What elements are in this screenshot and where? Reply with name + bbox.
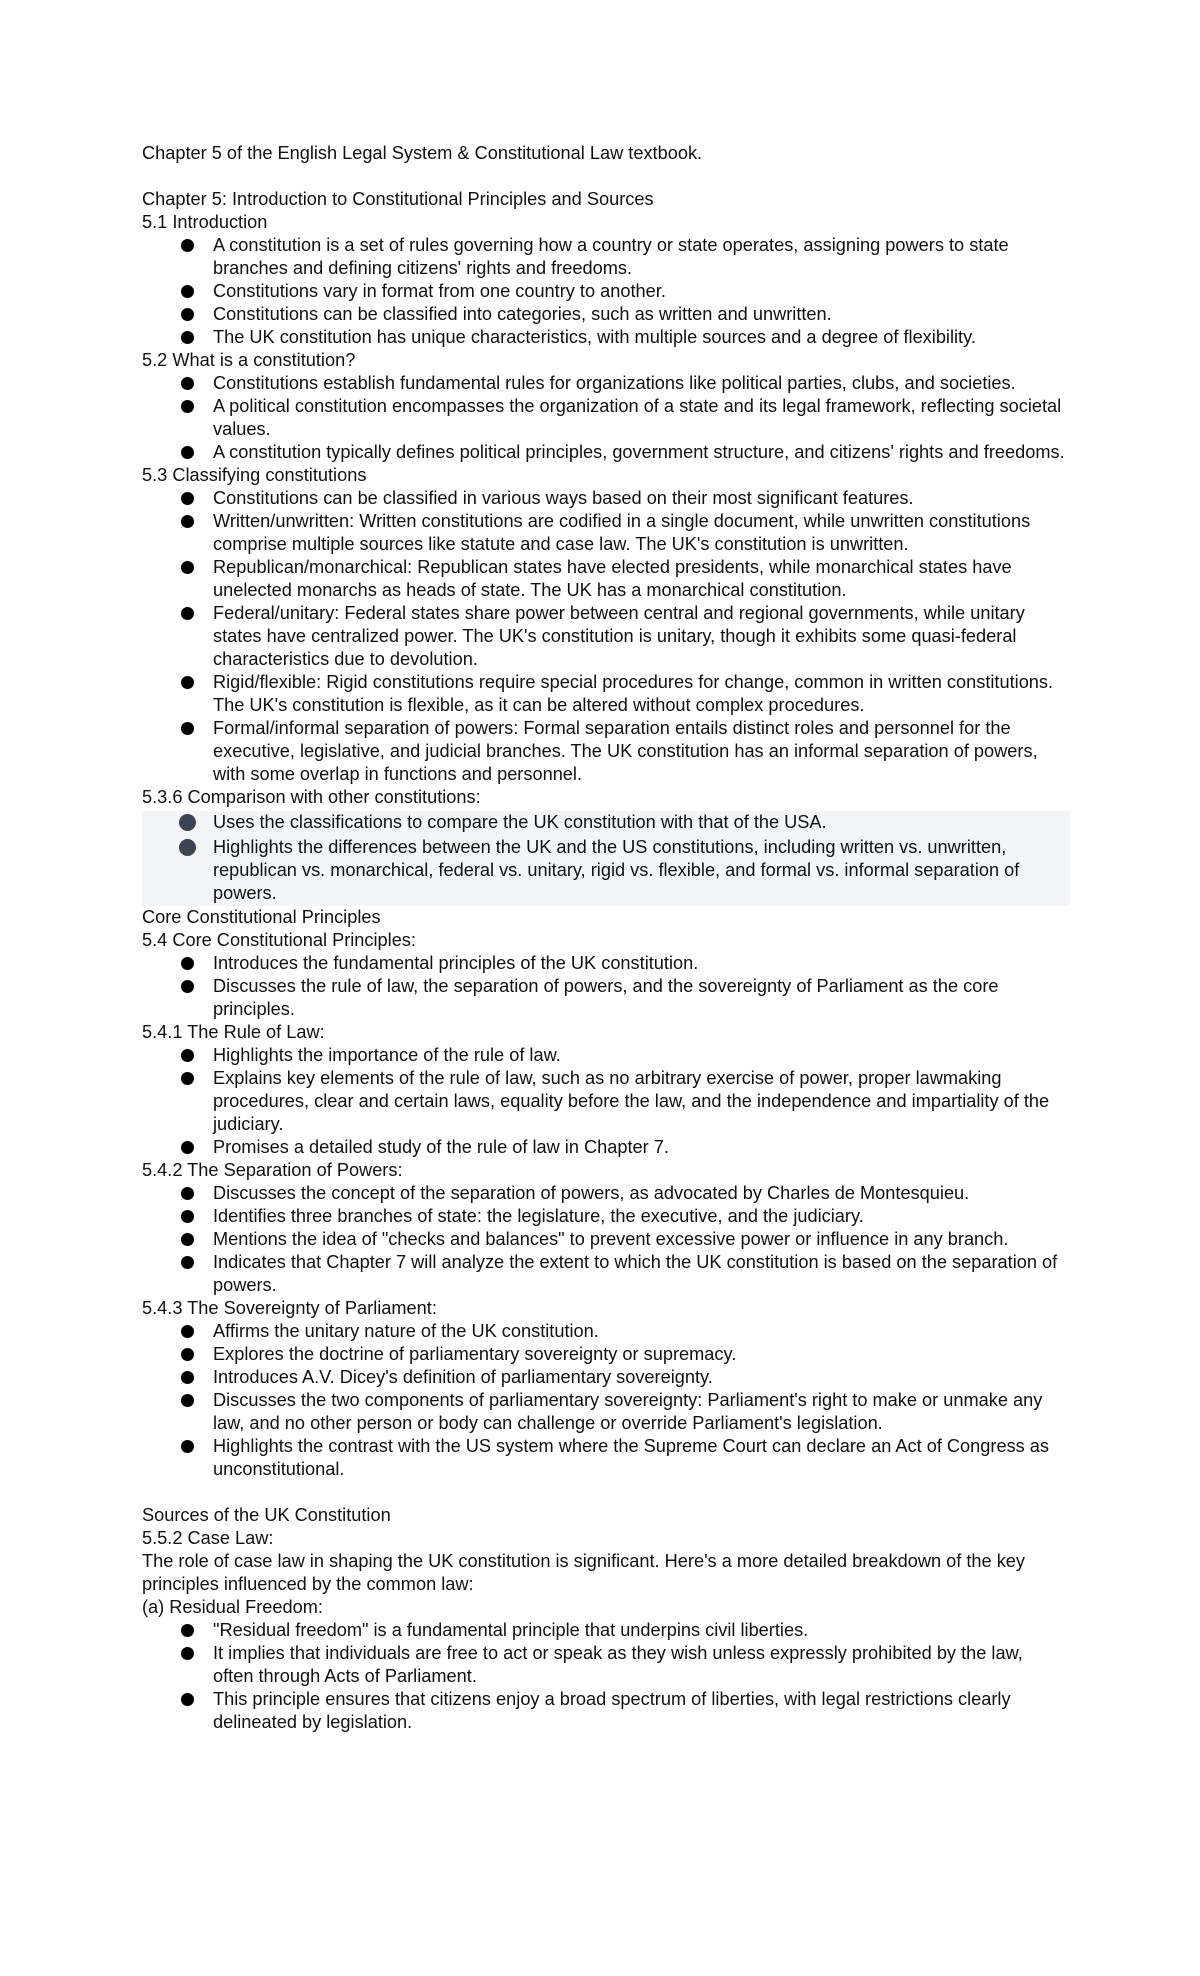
bullet-item (142, 556, 1066, 602)
bullet-item (142, 1136, 1066, 1159)
bullet-icon (181, 1693, 194, 1706)
section-heading-line: Core Constitutional Principles (142, 907, 381, 927)
section-heading-line: 5.5.2 Case Law: (142, 1528, 274, 1548)
bullet-text: Introduces the fundamental principles of the UK constitution. (213, 953, 699, 973)
bullet-item (142, 1619, 1066, 1642)
bullet-text: A constitution typically defines political principles, government structure, and citizens' rights and freedoms. (213, 442, 1065, 462)
bullet-text: Identifies three branches of state: the legislature, the executive, and the judiciary. (213, 1206, 864, 1226)
bullet-text: This principle ensures that citizens enjoy a broad spectrum of liberties, with legal restrictions clearly delineated by legislation. (213, 1689, 1011, 1732)
bullet-item (142, 975, 1066, 1021)
document-section (142, 906, 1066, 1021)
bullet-text: Constitutions establish fundamental rules for organizations like political parties, clubs, and societies. (213, 373, 1016, 393)
bullet-text: Introduces A.V. Dicey's definition of parliamentary sovereignty. (213, 1367, 713, 1387)
bullet-icon (181, 308, 194, 321)
bullet-item (142, 280, 1066, 303)
bullet-list (142, 1320, 1066, 1481)
bullet-icon (181, 1348, 194, 1361)
bullet-text: Written/unwritten: Written constitutions are codified in a single document, while unwritten constitutions comprise multiple sources like statute and case law. The UK's constitution is unwritten. (213, 511, 1031, 554)
bullet-icon (181, 957, 194, 970)
bullet-item (142, 836, 1070, 905)
document-section (142, 1159, 1066, 1297)
section-heading-line: Sources of the UK Constitution (142, 1505, 391, 1525)
bullet-text: Rigid/flexible: Rigid constitutions require special procedures for change, common in written constitutions. The UK's constitution is flexible, as it can be altered without complex procedures. (213, 672, 1054, 715)
document-section (142, 786, 1066, 906)
document-intro: Chapter 5 of the English Legal System & Constitutional Law textbook. (142, 143, 703, 163)
document-section (142, 1297, 1066, 1481)
bullet-icon (181, 722, 194, 735)
bullet-icon (181, 1187, 194, 1200)
bullet-text: Discusses the concept of the separation of powers, as advocated by Charles de Montesquieu. (213, 1183, 970, 1203)
bullet-text: "Residual freedom" is a fundamental principle that underpins civil liberties. (213, 1620, 809, 1640)
bullet-item (142, 234, 1066, 280)
section-heading-line: 5.4.3 The Sovereignty of Parliament: (142, 1298, 437, 1318)
bullet-list (142, 372, 1066, 464)
document-page (142, 142, 1066, 1734)
bullet-icon (179, 839, 196, 856)
bullet-list (142, 234, 1066, 349)
bullet-icon (181, 1325, 194, 1338)
section-heading-line: 5.3.6 Comparison with other constitutions: (142, 787, 481, 807)
bullet-item (142, 671, 1066, 717)
section-heading-line: 5.4.2 The Separation of Powers: (142, 1160, 403, 1180)
document-sections (142, 188, 1066, 1734)
section-heading-line: 5.1 Introduction (142, 212, 268, 232)
bullet-icon (181, 1141, 194, 1154)
bullet-item (142, 395, 1066, 441)
bullet-icon (181, 1049, 194, 1062)
bullet-list (142, 1044, 1066, 1159)
bullet-text: Uses the classifications to compare the UK constitution with that of the USA. (213, 812, 827, 832)
bullet-text: Constitutions can be classified into categories, such as written and unwritten. (213, 304, 832, 324)
bullet-text: Promises a detailed study of the rule of law in Chapter 7. (213, 1137, 669, 1157)
bullet-icon (181, 607, 194, 620)
bullet-item (142, 952, 1066, 975)
bullet-icon (181, 377, 194, 390)
bullet-item (142, 717, 1066, 786)
bullet-item (142, 1044, 1066, 1067)
bullet-text: It implies that individuals are free to act or speak as they wish unless expressly prohibited by the law, often through Acts of Parliament. (213, 1643, 1023, 1686)
section-heading-line: The role of case law in shaping the UK constitution is significant. Here's a more detailed breakdown of the key principles influenced by the common law: (142, 1551, 1026, 1594)
bullet-item (142, 1435, 1066, 1481)
bullet-icon (181, 1072, 194, 1085)
bullet-list (142, 487, 1066, 786)
bullet-text: Highlights the importance of the rule of law. (213, 1045, 561, 1065)
bullet-item (142, 1228, 1066, 1251)
bullet-text: Constitutions can be classified in various ways based on their most significant features. (213, 488, 914, 508)
bullet-item (142, 303, 1066, 326)
bullet-icon (181, 1624, 194, 1637)
bullet-icon (181, 1233, 194, 1246)
bullet-text: Mentions the idea of "checks and balances" to prevent excessive power or influence in any branch. (213, 1229, 1009, 1249)
bullet-text: Explains key elements of the rule of law, such as no arbitrary exercise of power, proper lawmaking procedures, clear and certain laws, equality before the law, and the independence and impartiality of the judiciary. (213, 1068, 1050, 1134)
section-heading-line: 5.4 Core Constitutional Principles: (142, 930, 416, 950)
bullet-item (142, 1343, 1066, 1366)
document-section (142, 464, 1066, 786)
bullet-list (142, 811, 1070, 905)
bullet-list (142, 952, 1066, 1021)
section-heading-line: 5.2 What is a constitution? (142, 350, 356, 370)
bullet-icon (181, 285, 194, 298)
section-heading-line: 5.4.1 The Rule of Law: (142, 1022, 325, 1042)
document-section (142, 349, 1066, 464)
bullet-text: Federal/unitary: Federal states share power between central and regional governments, while unitary states have centralized power. The UK's constitution is unitary, though it exhibits some quasi-federal characteristics due to devolution. (213, 603, 1025, 669)
bullet-text: The UK constitution has unique characteristics, with multiple sources and a degree of flexibility. (213, 327, 976, 347)
bullet-text: Discusses the rule of law, the separation of powers, and the sovereignty of Parliament as the core principles. (213, 976, 999, 1019)
bullet-text: Highlights the differences between the UK and the US constitutions, including written vs. unwritten, republican vs. monarchical, federal vs. unitary, rigid vs. flexible, and formal vs. informal separation of powers. (213, 837, 1020, 903)
bullet-icon (181, 331, 194, 344)
bullet-item (142, 326, 1066, 349)
bullet-item (142, 1067, 1066, 1136)
bullet-text: Indicates that Chapter 7 will analyze the extent to which the UK constitution is based on the separation of powers. (213, 1252, 1058, 1295)
bullet-icon (181, 1256, 194, 1269)
document-section (142, 188, 1066, 349)
bullet-icon (179, 814, 196, 831)
bullet-icon (181, 1371, 194, 1384)
bullet-list (142, 1182, 1066, 1297)
bullet-item (142, 1320, 1066, 1343)
bullet-item (142, 811, 1070, 834)
bullet-list (142, 1619, 1066, 1734)
bullet-icon (181, 492, 194, 505)
document-section (142, 1021, 1066, 1159)
bullet-text: Highlights the contrast with the US system where the Supreme Court can declare an Act of Congress as unconstitutional. (213, 1436, 1050, 1479)
bullet-text: Explores the doctrine of parliamentary sovereignty or supremacy. (213, 1344, 737, 1364)
bullet-icon (181, 1394, 194, 1407)
bullet-text: Republican/monarchical: Republican states have elected presidents, while monarchical states have unelected monarchs as heads of state. The UK has a monarchical constitution. (213, 557, 1012, 600)
bullet-text: A political constitution encompasses the organization of a state and its legal framework, reflecting societal values. (213, 396, 1062, 439)
section-heading-line: Chapter 5: Introduction to Constitutional Principles and Sources (142, 189, 654, 209)
bullet-item (142, 1642, 1066, 1688)
bullet-icon (181, 239, 194, 252)
bullet-icon (181, 446, 194, 459)
highlighted-block (142, 811, 1070, 906)
bullet-icon (181, 400, 194, 413)
bullet-icon (181, 1210, 194, 1223)
bullet-icon (181, 515, 194, 528)
bullet-item (142, 372, 1066, 395)
section-heading-line: (a) Residual Freedom: (142, 1597, 323, 1617)
bullet-item (142, 441, 1066, 464)
bullet-item (142, 602, 1066, 671)
bullet-item (142, 1366, 1066, 1389)
bullet-item (142, 1182, 1066, 1205)
bullet-item (142, 510, 1066, 556)
bullet-icon (181, 1440, 194, 1453)
bullet-item (142, 1205, 1066, 1228)
bullet-text: Formal/informal separation of powers: Formal separation entails distinct roles and personnel for the executive, legislative, and judicial branches. The UK constitution has an informal separation of powers, with some overlap in functions and personnel. (213, 718, 1038, 784)
bullet-item (142, 1688, 1066, 1734)
bullet-text: Affirms the unitary nature of the UK constitution. (213, 1321, 599, 1341)
bullet-icon (181, 1647, 194, 1660)
bullet-icon (181, 561, 194, 574)
bullet-text: Constitutions vary in format from one country to another. (213, 281, 666, 301)
bullet-icon (181, 676, 194, 689)
bullet-text: Discusses the two components of parliamentary sovereignty: Parliament's right to make or unmake any law, and no other person or body can challenge or override Parliament's legislation. (213, 1390, 1043, 1433)
bullet-text: A constitution is a set of rules governing how a country or state operates, assigning powers to state branches and defining citizens' rights and freedoms. (213, 235, 1009, 278)
bullet-item (142, 1389, 1066, 1435)
document-section (142, 1504, 1066, 1734)
section-heading-line: 5.3 Classifying constitutions (142, 465, 367, 485)
bullet-icon (181, 980, 194, 993)
bullet-item (142, 1251, 1066, 1297)
bullet-item (142, 487, 1066, 510)
